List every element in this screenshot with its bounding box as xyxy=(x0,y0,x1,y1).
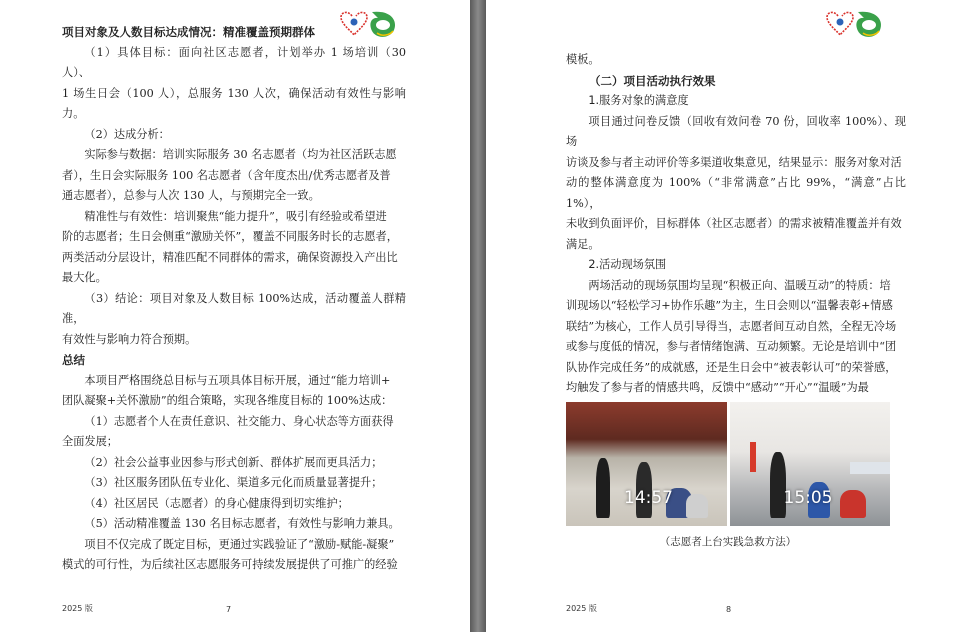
precision-line-4: 最大化。 xyxy=(62,271,107,284)
training-photo-1 xyxy=(566,402,727,526)
conclusion-line-2: 有效性与影响力符合预期。 xyxy=(62,332,197,346)
target-line-2: 1 场生日会（100 人），总服务 130 人次，确保活动有效性与影响力。 xyxy=(62,86,406,120)
summary-item-4: （4）社区居民（志愿者）的身心健康得到切实维护； xyxy=(84,496,349,510)
target-line-1: （1）具体目标：面向社区志愿者，计划举办 1 场培训（30 人）、 xyxy=(62,45,406,79)
closing-line-2: 模式的可行性，为后续社区志愿服务可持续发展提供了可推广的经验 xyxy=(62,558,398,571)
page-number: 8 xyxy=(726,605,732,614)
satisfaction-line-3: 动的整体满意度为 100%（“非常满意”占比 99%，“满意”占比 1%）， xyxy=(566,176,906,210)
photo-timestamp-1: 14:57 xyxy=(624,488,673,508)
photo-caption: （志愿者上台实践急救方法） xyxy=(659,536,797,548)
satisfaction-line-4: 未收到负面评价，目标群体（社区志愿者）的需求被精准覆盖并有效 xyxy=(566,217,902,230)
atmosphere-line-6: 均触发了参与者的情感共鸣，反馈中“感动”“开心”“温暖”为最 xyxy=(566,381,869,394)
section-heading: （二）项目活动执行效果 xyxy=(589,73,716,88)
summary-item-1b: 全面发展； xyxy=(62,435,118,448)
precision-line-2: 阶的志愿者；生日会侧重“激励关怀”，覆盖不同服务时长的志愿者， xyxy=(62,230,398,243)
summary-item-5: （5）活动精准覆盖 130 名目标志愿者，有效性与影响力兼具。 xyxy=(84,517,400,530)
actual-line-3: 通志愿者），总参与人次 130 人，与预期完全一致。 xyxy=(62,189,320,202)
actual-line-2: 者），生日会实际服务 100 名志愿者（含年度杰出/优秀志愿者及普 xyxy=(62,168,391,182)
satisfaction-line-2: 访谈及参与者主动评价等多渠道收集意见，结果显示：服务对象对活 xyxy=(566,155,902,169)
atmosphere-line-1: 两场活动的现场氛围均呈现“积极正向、温暖互动”的特质：培 xyxy=(588,278,891,292)
satisfaction-line-1: 项目通过问卷反馈（回收有效问卷 70 份，回收率 100%）、现场 xyxy=(566,114,906,148)
summary-line-2: 团队凝聚+关怀激励”的组合策略，实现各维度目标的 100%达成： xyxy=(62,394,393,407)
activity-photos xyxy=(566,402,890,526)
summary-item-2: （2）社会公益事业因参与形式创新、群体扩展而更具活力； xyxy=(84,455,383,469)
page-gutter xyxy=(470,0,486,632)
summary-heading: 总结 xyxy=(62,353,85,367)
summary-item-3: （3）社区服务团队伍专业化、渠道多元化而质量显著提升； xyxy=(84,476,383,489)
closing-line-1: 项目不仅完成了既定目标，更通过实践验证了“激励-赋能-凝聚” xyxy=(84,537,395,551)
page-number: 7 xyxy=(226,605,232,614)
summary-item-1a: （1）志愿者个人在责任意识、社交能力、身心状态等方面获得 xyxy=(84,414,394,428)
atmosphere-line-3: 联结”为核心，工作人员引导得当，志愿者间互动自然，全程无冷场 xyxy=(566,319,897,333)
photo-timestamp-2: 15:05 xyxy=(783,488,833,508)
footer-version: 2025 版 xyxy=(62,604,93,613)
subheading-atmosphere: 2.活动现场氛围 xyxy=(588,258,667,271)
atmosphere-line-4: 或参与度低的情况，参与者情绪饱满、互动频繁。无论是培训中“团 xyxy=(566,340,897,353)
conclusion-line-1: （3）结论：项目对象及人数目标 100%达成，活动覆盖人群精准， xyxy=(62,291,406,325)
section-heading: 项目对象及人数目标达成情况：精准覆盖预期群体 xyxy=(62,25,315,39)
organization-logo-icon xyxy=(824,8,886,42)
precision-line-1: 精准性与有效性：培训聚焦“能力提升”，吸引有经验或希望进 xyxy=(84,209,387,223)
training-photo-2 xyxy=(730,402,891,526)
precision-line-3: 两类活动分层设计，精准匹配不同群体的需求，确保资源投入产出比 xyxy=(62,250,398,264)
page-7 xyxy=(0,0,470,632)
atmosphere-line-2: 训现场以“轻松学习+协作乐趣”为主，生日会则以“温馨表彰+情感 xyxy=(566,299,893,312)
page-8 xyxy=(486,0,956,632)
footer-version: 2025 版 xyxy=(566,604,597,613)
satisfaction-line-5: 满足。 xyxy=(566,237,600,251)
analysis-label: （2）达成分析： xyxy=(84,127,170,141)
atmosphere-line-5: 队协作完成任务”的成就感，还是生日会中“被表彰认可”的荣誉感， xyxy=(566,360,897,374)
summary-line-1: 本项目严格围绕总目标与五项具体目标开展，通过“能力培训+ xyxy=(84,373,391,387)
subheading-satisfaction: 1.服务对象的满意度 xyxy=(588,94,689,107)
actual-line-1: 实际参与数据：培训实际服务 30 名志愿者（均为社区活跃志愿 xyxy=(84,148,397,161)
continued-text: 模板。 xyxy=(566,53,600,66)
